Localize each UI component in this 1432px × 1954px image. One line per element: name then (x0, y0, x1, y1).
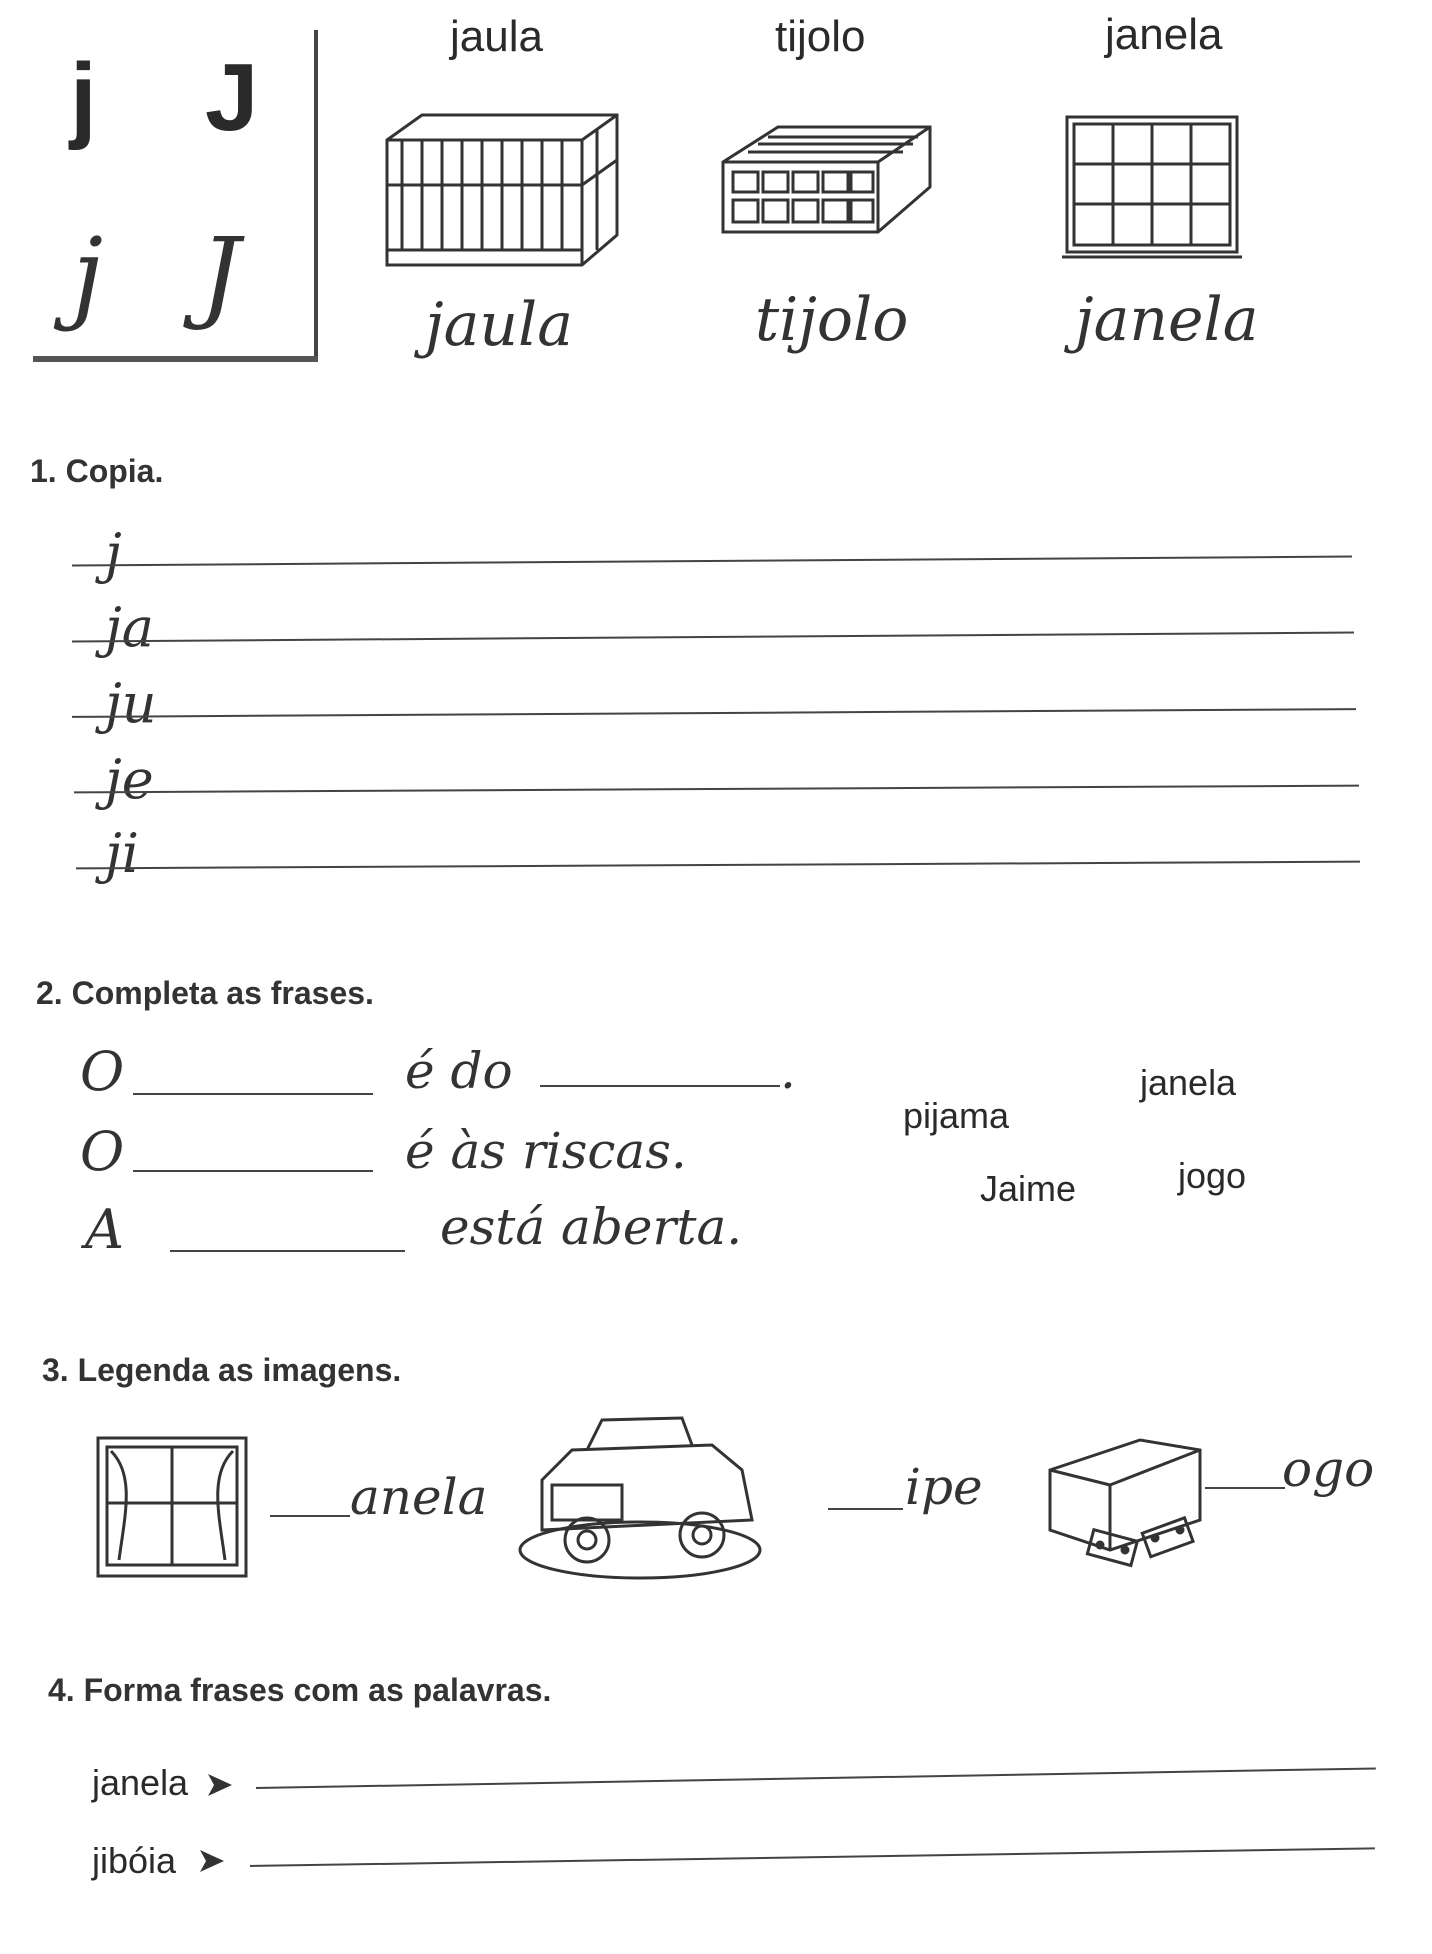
blank-line[interactable] (133, 1170, 373, 1172)
section3-title: 3. Legenda as imagens. (42, 1352, 402, 1388)
window-curtains-icon (95, 1435, 250, 1580)
sentence-end: . (780, 1042, 796, 1100)
arrow-right-icon (198, 1848, 226, 1874)
dominoes-box-icon (1040, 1410, 1205, 1575)
word-bank-item: jogo (1178, 1155, 1247, 1196)
copy-line[interactable] (76, 861, 1360, 870)
label-blank-line[interactable] (1205, 1487, 1285, 1489)
copy-row-prefix: ja (105, 596, 154, 659)
word-print-janela: janela (1105, 10, 1223, 59)
word-print-jaula: jaula (450, 12, 543, 61)
label-suffix: ipe (905, 1458, 983, 1516)
label-blank-line[interactable] (828, 1508, 903, 1510)
letter-box-bottom-border (33, 356, 318, 362)
copy-line[interactable] (72, 632, 1354, 643)
row-word: jibóia (92, 1840, 177, 1881)
sentence-end: está aberta. (440, 1198, 743, 1256)
blank-line[interactable] (540, 1085, 780, 1087)
sentence-middle: é do (405, 1042, 513, 1100)
sentence-line[interactable] (256, 1767, 1376, 1789)
letter-box-right-border (314, 30, 318, 360)
sentence-start: A (85, 1198, 124, 1261)
window-icon (1062, 112, 1242, 262)
copy-row-prefix: ju (105, 672, 157, 735)
letter-cursive-upper: J (200, 216, 241, 333)
blank-line[interactable] (170, 1250, 405, 1252)
section1-title: 1. Copia. (30, 453, 164, 489)
blank-line[interactable] (133, 1093, 373, 1095)
word-bank-item: Jaime (980, 1168, 1077, 1209)
copy-row-prefix: ji (105, 822, 140, 885)
label-suffix: anela (350, 1468, 488, 1526)
copy-line[interactable] (74, 785, 1359, 794)
word-print-tijolo: tijolo (775, 12, 866, 61)
arrow-right-icon (206, 1772, 234, 1798)
copy-row-prefix: je (105, 748, 154, 811)
word-cursive-tijolo: tijolo (755, 285, 909, 355)
label-blank-line[interactable] (270, 1515, 350, 1517)
sentence-start: O (80, 1120, 125, 1183)
row-word: janela (92, 1762, 189, 1803)
copy-line[interactable] (72, 708, 1356, 718)
letter-print-upper: J (205, 44, 259, 151)
word-cursive-jaula: jaula (425, 290, 573, 360)
word-cursive-janela: janela (1075, 285, 1259, 355)
sentence-start: O (80, 1040, 125, 1103)
copy-row-prefix: j (105, 522, 122, 585)
letter-print-lower: j (70, 44, 97, 151)
sentence-line[interactable] (250, 1847, 1375, 1867)
section4-title: 4. Forma frases com as palavras. (48, 1672, 552, 1708)
sentence-end: é às riscas. (405, 1122, 687, 1180)
word-bank-item: janela (1140, 1062, 1237, 1103)
section2-title: 2. Completa as frases. (36, 975, 374, 1011)
letter-cursive-lower: j (72, 216, 104, 333)
cage-icon (382, 110, 622, 270)
copy-line[interactable] (72, 556, 1352, 567)
jeep-icon (512, 1410, 767, 1585)
label-suffix: ogo (1282, 1440, 1375, 1498)
word-bank-item: pijama (903, 1095, 1010, 1136)
brick-icon (718, 122, 933, 237)
